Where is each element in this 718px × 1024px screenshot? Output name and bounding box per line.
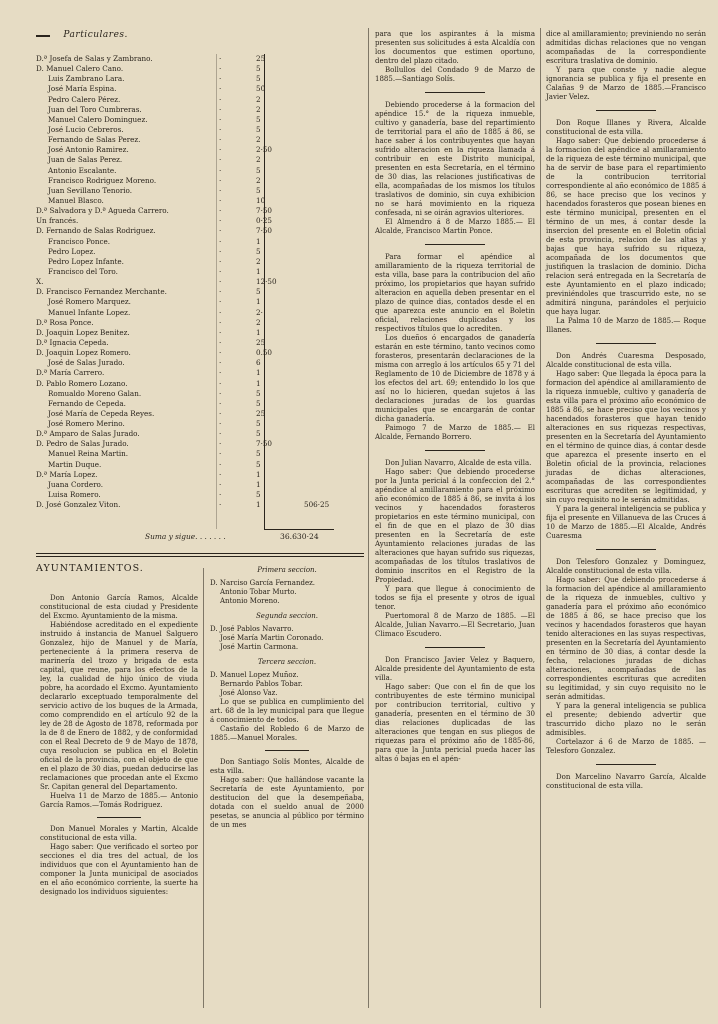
list-item xyxy=(36,186,364,196)
donor-name: D. Joaquin Lopez Romero. xyxy=(36,348,131,358)
donor-name: Luis Zambrano Lara. xyxy=(48,74,125,84)
leader-dot: · xyxy=(219,124,222,134)
donor-amount: 5 xyxy=(256,114,261,124)
list-item xyxy=(36,135,364,145)
separator xyxy=(425,92,485,93)
leader-dot: · xyxy=(219,368,222,378)
donor-name: D.ª Rosa Ponce. xyxy=(36,317,94,327)
separator xyxy=(425,244,485,245)
donor-name: Pedro Lopez. xyxy=(48,246,96,256)
leader-dot: · xyxy=(219,500,222,510)
donor-amount: 5 xyxy=(256,165,261,175)
paragraph: para que los aspirantes á la misma presenten sus solicitudes á esta Alcaldía con los documentos que estimen oportuno, dentro del plazo citado. xyxy=(375,30,535,65)
donor-name: Romualdo Moreno Galan. xyxy=(48,388,142,398)
donor-amount: 2 xyxy=(256,317,261,327)
column-1 xyxy=(40,594,198,897)
list-item xyxy=(36,328,364,338)
list-item xyxy=(36,470,364,480)
separator xyxy=(596,343,656,344)
leader-dot: · xyxy=(219,155,222,165)
list-item xyxy=(36,429,364,439)
list-item xyxy=(36,409,364,419)
leader-dot: · xyxy=(219,74,222,84)
donor-name: José María Espina. xyxy=(48,84,117,94)
signature: El Almendro á 8 de Marzo 1885.— El Alcalde, Francisco Martin Ponce. xyxy=(375,218,535,235)
leader-dot: · xyxy=(219,307,222,317)
list-item xyxy=(36,277,364,287)
paragraph: Lo que se publica en cumplimiento del art. 68 de la ley municipal para que llegue á conocimiento de todos. xyxy=(210,698,364,724)
leader-dot: · xyxy=(219,327,222,337)
leader-dot: · xyxy=(219,216,222,226)
leader-dot: · xyxy=(219,135,222,145)
donor-amount: 5 xyxy=(256,64,261,74)
donor-name: D. Pedro de Salas Jurado. xyxy=(36,439,129,449)
donor-name: José Romero Marquez. xyxy=(48,297,131,307)
donor-amount: 1 xyxy=(256,378,261,388)
donor-amount: 5 xyxy=(256,490,261,500)
list-item xyxy=(36,439,364,449)
column-divider-2 xyxy=(368,28,369,1008)
donor-name: D.ª María Carrero. xyxy=(36,368,105,378)
donor-amount: 5 xyxy=(256,419,261,429)
section-heading: Tercera seccion. xyxy=(257,658,317,666)
notice-head: Don Francisco Javier Velez y Baquero, Alcalde presidente del Ayuntamiento de esta villa. xyxy=(375,656,535,682)
leader-dot: · xyxy=(219,54,222,63)
donor-name: Manuel Blasco. xyxy=(48,195,104,205)
donor-amount: 5 xyxy=(256,124,261,134)
list-item xyxy=(36,490,364,500)
donor-name: D. Joaquin Lopez Benitez. xyxy=(36,327,130,337)
column-total: 506·25 xyxy=(304,500,330,510)
column-2 xyxy=(210,566,364,830)
donor-name: Pedro Lopez Infante. xyxy=(48,256,124,266)
leader-dot: · xyxy=(219,439,222,449)
donor-name: D.ª María Lopez. xyxy=(36,469,98,479)
notice-head: Don Telesforo Gonzalez y Dominguez, Alcalde constitucional de esta villa. xyxy=(546,558,706,575)
donor-amount: 5 xyxy=(256,459,261,469)
donor-name: X. xyxy=(36,277,44,287)
donor-amount: 2 xyxy=(256,256,261,266)
donor-name: José Romero Merino. xyxy=(48,419,125,429)
donor-amount: 25 xyxy=(256,408,266,418)
signature: Huelva 11 de Marzo de 1885.— Antonio García Ramos.—Tomás Rodriguez. xyxy=(40,792,198,809)
list-item xyxy=(36,115,364,125)
paragraph: Hago saber: Que debiendo procederse á la formacion del apéndice al amillaramiento de la riqueza de este término municipal, que ha de servir de base para el repartimiento de la contribucion territorial correspondiente al año económico de 1885 á 86, se hace preciso que los vecinos y hacendados forasteros que posean bienes en este término municipal, presenten en el término de un mes, á contar desde la insercion del presente en el Boletin oficial de esta provincia, relacion de las altas y bajas que haya sufrido su riqueza, acompañada de los documentos que justifiquen la traslacion de dominio. Dicha relacion será entregada en la Secretaría de este Ayuntamiento en el plazo indicado; previniéndoles que trascurrido este, no se admitirá ninguna, parándoles el perjuicio que haya lugar. xyxy=(546,137,706,316)
donor-amount: 2 xyxy=(256,94,261,104)
donor-name: Francisco Ponce. xyxy=(48,236,111,246)
signature: Castaño del Robledo 6 de Marzo de 1885.—Manuel Morales. xyxy=(210,725,364,742)
list-item xyxy=(36,54,364,64)
separator xyxy=(425,647,485,648)
paragraph: Hago saber: Que con el fin de que los contribuyentes de este término municipal por contribucion territorial, cultivo y ganadería, presenten en el término de 30 dias relaciones duplicadas de las alteraciones que tengan en sus pliegos de riquezas para el próximo año de 1885-86, para que la Junta pericial pueda hacer las altas ó bajas en el apén- xyxy=(375,683,535,763)
list-item xyxy=(36,297,364,307)
name-line: D. Narciso García Fernandez. xyxy=(210,579,316,587)
leader-dot: · xyxy=(219,398,222,408)
separator xyxy=(265,750,309,751)
list-item xyxy=(36,84,364,94)
donor-amount: 6 xyxy=(256,358,261,368)
donor-amount: 7·50 xyxy=(256,439,273,449)
leader-dot: · xyxy=(219,490,222,500)
notice-head: Don Roque Illanes y Rivera, Alcalde constitucional de esta villa. xyxy=(546,119,706,136)
separator xyxy=(97,817,141,818)
signature: Cortelazor á 6 de Marzo de 1885. —Telesforo Gonzalez. xyxy=(546,738,706,755)
donor-name: D. José Gonzalez Viton. xyxy=(36,500,121,510)
donor-name: Un francés. xyxy=(36,216,79,226)
leader-dot: · xyxy=(219,408,222,418)
list-item xyxy=(36,318,364,328)
separator xyxy=(425,450,485,451)
page-header xyxy=(36,30,128,40)
donor-name: Martin Duque. xyxy=(48,459,102,469)
list-item xyxy=(36,257,364,267)
list-item xyxy=(36,247,364,257)
list-item xyxy=(36,379,364,389)
leader-dot: · xyxy=(219,479,222,489)
list-item xyxy=(36,237,364,247)
donor-name: José Antonio Ramirez. xyxy=(48,145,129,155)
donor-name: D.ª Josefa de Salas y Zambrano. xyxy=(36,54,153,63)
paragraph: Hago saber: Que verificado el sorteo por secciones el dia tres del actual, de los individuos que con el Ayuntamiento han de componer la Junta municipal de asociados en el año económico corriente, la suerte ha designado los individuos siguientes: xyxy=(40,843,198,896)
paragraph: Y para la general inteligencia se publica el presente; debiendo advertir que trascurrido dicho plazo no le serán admisibles. xyxy=(546,702,706,737)
list-item xyxy=(36,145,364,155)
notice-head: Don Andrés Cuaresma Desposado, Alcalde constitucional de esta villa. xyxy=(546,352,706,369)
donor-amount: 5 xyxy=(256,398,261,408)
leader-dot: · xyxy=(219,246,222,256)
donor-amount: 1 xyxy=(256,368,261,378)
leader-dot: · xyxy=(219,317,222,327)
donor-amount: 7·50 xyxy=(256,206,273,216)
list-item xyxy=(36,358,364,368)
column-4 xyxy=(546,30,706,791)
paragraph: Habiéndose acreditado en el expediente instruido á instancia de Manuel Salguero Gonzalez, hijo de Manuel y de María, perteneciente á la primera reserva de marinería del trozo y brigada de esta capital, que reune, para los efectos de la ley, la cualidad de hijo único de viuda pobre, ha acordado el Excmo. Ayuntamiento declararlo exceptuado temporalmente del servicio activo de los buques de la Armada, como comprendido en el artículo 92 de la ley de 28 de Agosto de 1878, reformada por la de 8 de Enero de 1882, y de conformidad con el Real Decreto de 9 de Mayo de 1878, cuya resolucion se publica en el Boletin oficial de la provincia, con el objeto de que en el plazo de 30 dias, puedan deducirse las reclamaciones que procedan ante el Excmo Sr. Capitan general del Departamento. xyxy=(40,621,198,791)
name-line: D. Manuel Lopez Muñoz. xyxy=(210,671,299,679)
paragraph: Hago saber: Que debiendo procederse por la Junta pericial á la confeccion del 2.° apéndice al amillaramiento para el próximo año económico de 1885 á 86, se invita á los vecinos y hacendados forasteros propietarios en este término municipal, con el fin de que en el plazo de 30 dias presenten en la Secretaría de este Ayuntamiento relaciones juradas de las alteraciones que hayan sufrido sus riquezas, acompañadas de los títulos traslativos de dominio inscritos en el Registro de la Propiedad. xyxy=(375,468,535,584)
separator xyxy=(596,764,656,765)
leader-dot: · xyxy=(219,84,222,94)
paragraph: Los dueños ó encargados de ganadería estarán en este término, tanto vecinos como forasteros, presentarán declaraciones de la misma con arreglo á los artículos 65 y 71 del Reglamento de 10 de Diciembre de 1878 y á los efectos del art. 69; entendido lo los que así no lo hicieren, quedan sujetos á las declaraciones juradas de los guardas municipales que se encargarán de contar dicha ganadería. xyxy=(375,334,535,423)
leader-dot: · xyxy=(219,165,222,175)
leader-dot: · xyxy=(219,226,222,236)
leader-dot: · xyxy=(219,185,222,195)
list-item xyxy=(36,480,364,490)
separator xyxy=(596,110,656,111)
paragraph: Hago saber: Que hallándose vacante la Secretaría de este Ayuntamiento, por destitucion del que la desempeñaba, dotada con el sueldo anual de 2000 pesetas, se anuncia al público por término de un mes xyxy=(210,776,364,829)
donor-name: D. Francisco Fernandez Merchante. xyxy=(36,287,167,297)
list-item xyxy=(36,64,364,74)
list-item xyxy=(36,267,364,277)
list-item xyxy=(36,166,364,176)
signature: Y para que conste y nadie alegue ignorancia se publica y fija el presente en Calañas 9 de Marzo de 1885.—Francisco Javier Velez. xyxy=(546,66,706,101)
list-item xyxy=(36,95,364,105)
paragraph: Hago saber: Que llegada la época para la formacion del apéndice al amillaramiento de la riqueza inmueble, cultivo y ganadería de esta villa para el próximo año económico de 1885 á 86, se hace preciso que los vecinos y hacendados forasteros que hayan tenido alteraciones en sus riquezas respectivas, presenten en la Secretaría del Ayuntamiento en el término de quince dias, á contar desde que aparezca el presente inserto en el Boletin oficial de la provincia, relaciones juradas de dichas alteraciones, acompañadas de las correspondientes escrituras que acrediten se legitimidad, y sin cuyo requisito no le serán admitidas. xyxy=(546,370,706,504)
signature: La Palma 10 de Marzo de 1885.— Roque Illanes. xyxy=(546,317,706,334)
name-line: José María Martin Coronado. xyxy=(220,634,324,642)
donor-amount: 5 xyxy=(256,74,261,84)
leader-dot: · xyxy=(219,114,222,124)
donor-name: Pedro Calero Pérez. xyxy=(48,94,121,104)
leader-dot: · xyxy=(219,236,222,246)
donor-name: Francisco del Toro. xyxy=(48,266,118,276)
list-item xyxy=(36,287,364,297)
donor-amount: 25 xyxy=(256,337,266,347)
list-item xyxy=(36,500,364,510)
list-item xyxy=(36,226,364,236)
list-item xyxy=(36,196,364,206)
donor-name: José de Salas Jurado. xyxy=(48,358,125,368)
separator xyxy=(596,549,656,550)
leader-dot: · xyxy=(219,104,222,114)
donor-name: D. Fernando de Salas Rodriguez. xyxy=(36,226,156,236)
donor-name: Manuel Calero Dominguez. xyxy=(48,114,148,124)
donor-name: Juana Cordero. xyxy=(48,479,104,489)
donor-name: D.ª Ignacia Cepeda. xyxy=(36,337,109,347)
paragraph: Para formar el apéndice al amillaramiento de la riqueza territorial de esta villa, base para la contribucion del año próximo, los propietarios que hayan sufrido alteracion en aquella deben presentar en el plazo de quince dias, contados desde el en que aparezca este anuncio en el Boletin oficial, relaciones duplicadas y los respectivos títulos que lo acrediten. xyxy=(375,253,535,333)
donor-amount: 50 xyxy=(256,84,266,94)
donor-amount: 1 xyxy=(256,297,261,307)
donor-amount: 1 xyxy=(256,479,261,489)
donor-name: Juan del Toro Cumbreras. xyxy=(48,104,142,114)
list-item xyxy=(36,105,364,115)
notice-head: Don Manuel Morales y Martin, Alcalde constitucional de esta villa. xyxy=(40,825,198,842)
list-item xyxy=(36,338,364,348)
notice-head: Don Santiago Solís Montes, Alcalde de esta villa. xyxy=(210,758,364,775)
donor-name: Antonio Escalante. xyxy=(48,165,117,175)
list-item xyxy=(36,399,364,409)
donor-amount: 0.50 xyxy=(256,348,273,358)
leader-dot: · xyxy=(219,388,222,398)
leader-dot: · xyxy=(219,206,222,216)
donor-name: José María de Cepeda Reyes. xyxy=(48,408,155,418)
donor-amount: 2 xyxy=(256,175,261,185)
donor-amount: 0·25 xyxy=(256,216,273,226)
section-heading: Primera seccion. xyxy=(257,566,317,574)
donor-name: D.ª Salvadora y D.ª Agueda Carrero. xyxy=(36,206,169,216)
donor-name: Fernando de Salas Perez. xyxy=(48,135,141,145)
signature: Paimogo 7 de Marzo de 1885.— El Alcalde, Fernando Borrero. xyxy=(375,424,535,441)
signature: Bollullos del Condado 9 de Marzo de 1885.—Santiago Solís. xyxy=(375,66,535,83)
donor-amount: 2 xyxy=(256,155,261,165)
donor-name: Manuel Infante Lopez. xyxy=(48,307,131,317)
donor-name: Juan de Salas Perez. xyxy=(48,155,123,165)
leader-dot: · xyxy=(219,145,222,155)
page-number-box xyxy=(36,35,50,37)
name-line: D. José Pablos Navarro. xyxy=(210,625,294,633)
leader-dot: · xyxy=(219,256,222,266)
sum-value: 36.630·24 xyxy=(280,532,319,541)
leader-dot: · xyxy=(219,195,222,205)
donor-amount: 5 xyxy=(256,429,261,439)
list-item xyxy=(36,348,364,358)
donor-name: D.ª Amparo de Salas Jurado. xyxy=(36,429,140,439)
leader-dot: · xyxy=(219,378,222,388)
donor-amount: 25 xyxy=(256,54,266,63)
donor-amount: 1 xyxy=(256,500,261,510)
notice-head: Don Antonio García Ramos, Alcalde constitucional de esta ciudad y Presidente del Excmo. Ayuntamiento de la misma. xyxy=(40,594,198,620)
list-item xyxy=(36,74,364,84)
donor-amount: 2 xyxy=(256,104,261,114)
donor-amount: 2 xyxy=(256,135,261,145)
leader-dot: · xyxy=(219,297,222,307)
leader-dot: · xyxy=(219,449,222,459)
donor-name: Francisco Rodriguez Moreno. xyxy=(48,175,157,185)
donor-amount: 1 xyxy=(256,469,261,479)
donor-amount: 12·50 xyxy=(256,277,277,287)
donor-name: Manuel Reina Martin. xyxy=(48,449,129,459)
signature: Puertomoral 8 de Marzo de 1885. —El Alcalde, Julian Navarro.—El Secretario, Juan Climaco Escudero. xyxy=(375,612,535,638)
donor-amount: 5 xyxy=(256,287,261,297)
list-item xyxy=(36,389,364,399)
donor-name: D. Pablo Romero Lozano. xyxy=(36,378,128,388)
donor-amount: 7·50 xyxy=(256,226,273,236)
list-item xyxy=(36,176,364,186)
list-item xyxy=(36,155,364,165)
donor-name: D. Manuel Calero Cano. xyxy=(36,64,124,74)
donor-amount: 1 xyxy=(256,327,261,337)
name-line: Antonio Moreno. xyxy=(220,597,280,605)
leader-dot: · xyxy=(219,348,222,358)
paragraph: Debiendo procederse á la formacion del apéndice 15.° de la riqueza inmueble, cultivo y ganadería, base del repartimiento de territorial para el año de 1885 á 86, se hace saber á los contribuyentes que hayan sufrido alteracion en la riqueza llamada á contribuir en este Distrito municipal, presenten en esta Secretaría, en el término de 30 dias, las relaciones justificativas de ella, acompañadas de los mismos los títulos traslativos de dominio, sin cuya exhibicion no se hará movimiento en la riqueza confesada, ni se oirán agravios ulteriores. xyxy=(375,101,535,217)
leader-dot: · xyxy=(219,266,222,276)
leader-dot: · xyxy=(219,419,222,429)
sum-label: Suma y sigue. . . . . . . xyxy=(145,532,226,541)
donor-name: Luisa Romero. xyxy=(48,490,101,500)
donor-name: Fernando de Cepeda. xyxy=(48,398,126,408)
signature: Y para la general inteligencia se publica y fija el presente en Villanueva de las Cruces á 10 de Marzo de 1885.—El Alcalde, Andrés Cuaresma xyxy=(546,505,706,540)
donor-name: José Lucio Cebreros. xyxy=(48,124,124,134)
list-item xyxy=(36,449,364,459)
name-line: Antonio Tobar Murto. xyxy=(220,588,297,596)
donor-list xyxy=(36,54,364,510)
leader-dot: · xyxy=(219,277,222,287)
paragraph: dice al amillaramiento; previniendo no serán admitidas dichas relaciones que no vengan acompañadas de la correspondiente escritura traslativa de dominio. xyxy=(546,30,706,65)
leader-dot: · xyxy=(219,175,222,185)
donor-amount: 2·50 xyxy=(256,145,273,155)
donor-amount: 2· xyxy=(256,307,263,317)
donor-amount: 10 xyxy=(256,195,266,205)
list-item xyxy=(36,419,364,429)
leader-dot: · xyxy=(219,469,222,479)
list-item xyxy=(36,308,364,318)
section-heading: Segunda seccion. xyxy=(255,612,319,620)
donor-amount: 5 xyxy=(256,449,261,459)
donor-amount: 1 xyxy=(256,236,261,246)
notice-head: Don Julian Navarro, Alcalde de esta villa. xyxy=(385,459,532,467)
name-line: José Martin Carmona. xyxy=(220,643,299,651)
notice-head: Don Marcelino Navarro García, Alcalde constitucional de esta villa. xyxy=(546,773,706,790)
donor-amount: 5 xyxy=(256,246,261,256)
section-title: Particulares. xyxy=(63,30,128,40)
column-divider-1 xyxy=(203,568,204,1008)
list-item xyxy=(36,460,364,470)
leader-dot: · xyxy=(219,337,222,347)
donor-amount: 5 xyxy=(256,388,261,398)
leader-dot: · xyxy=(219,429,222,439)
column-divider-3 xyxy=(540,28,541,1008)
leader-dot: · xyxy=(219,94,222,104)
donor-amount: 5 xyxy=(256,185,261,195)
donor-name: Juan Sevillano Tenorio. xyxy=(48,185,133,195)
leader-dot: · xyxy=(219,64,222,74)
ayuntamientos-heading: AYUNTAMIENTOS. xyxy=(36,563,144,574)
list-item xyxy=(36,216,364,226)
name-line: Bernardo Pablos Tobar. xyxy=(220,680,303,688)
name-line: José Alonso Vaz. xyxy=(220,689,278,697)
leader-dot: · xyxy=(219,287,222,297)
donor-amount: 1 xyxy=(256,266,261,276)
list-item xyxy=(36,125,364,135)
leader-dot: · xyxy=(219,459,222,469)
paragraph: Hago saber: Que debiendo procederse á la formacion del apéndice al amillaramiento de la riqueza de inmuebles, cultivo y ganadería para el próximo año económico de 1885 á 86, se hace preciso que los vecinos y hacendados forasteros que hayan tenido alteraciones en las suyas respectivas, presenten en la Secretaría del Ayuntamiento en término de 30 dias, á contar desde la fecha, relaciones juradas de dichas alteraciones, acompañadas de las correspondientes escrituras que acrediten su legitimidad, y sin cuyo requisito no le serán admitidas. xyxy=(546,576,706,701)
list-item xyxy=(36,206,364,216)
column-3 xyxy=(375,30,535,764)
paragraph: Y para que llegue á conocimiento de todos se fija el presente y otros de igual tenor. xyxy=(375,585,535,611)
double-rule xyxy=(36,553,364,557)
leader-dot: · xyxy=(219,358,222,368)
list-item xyxy=(36,368,364,378)
